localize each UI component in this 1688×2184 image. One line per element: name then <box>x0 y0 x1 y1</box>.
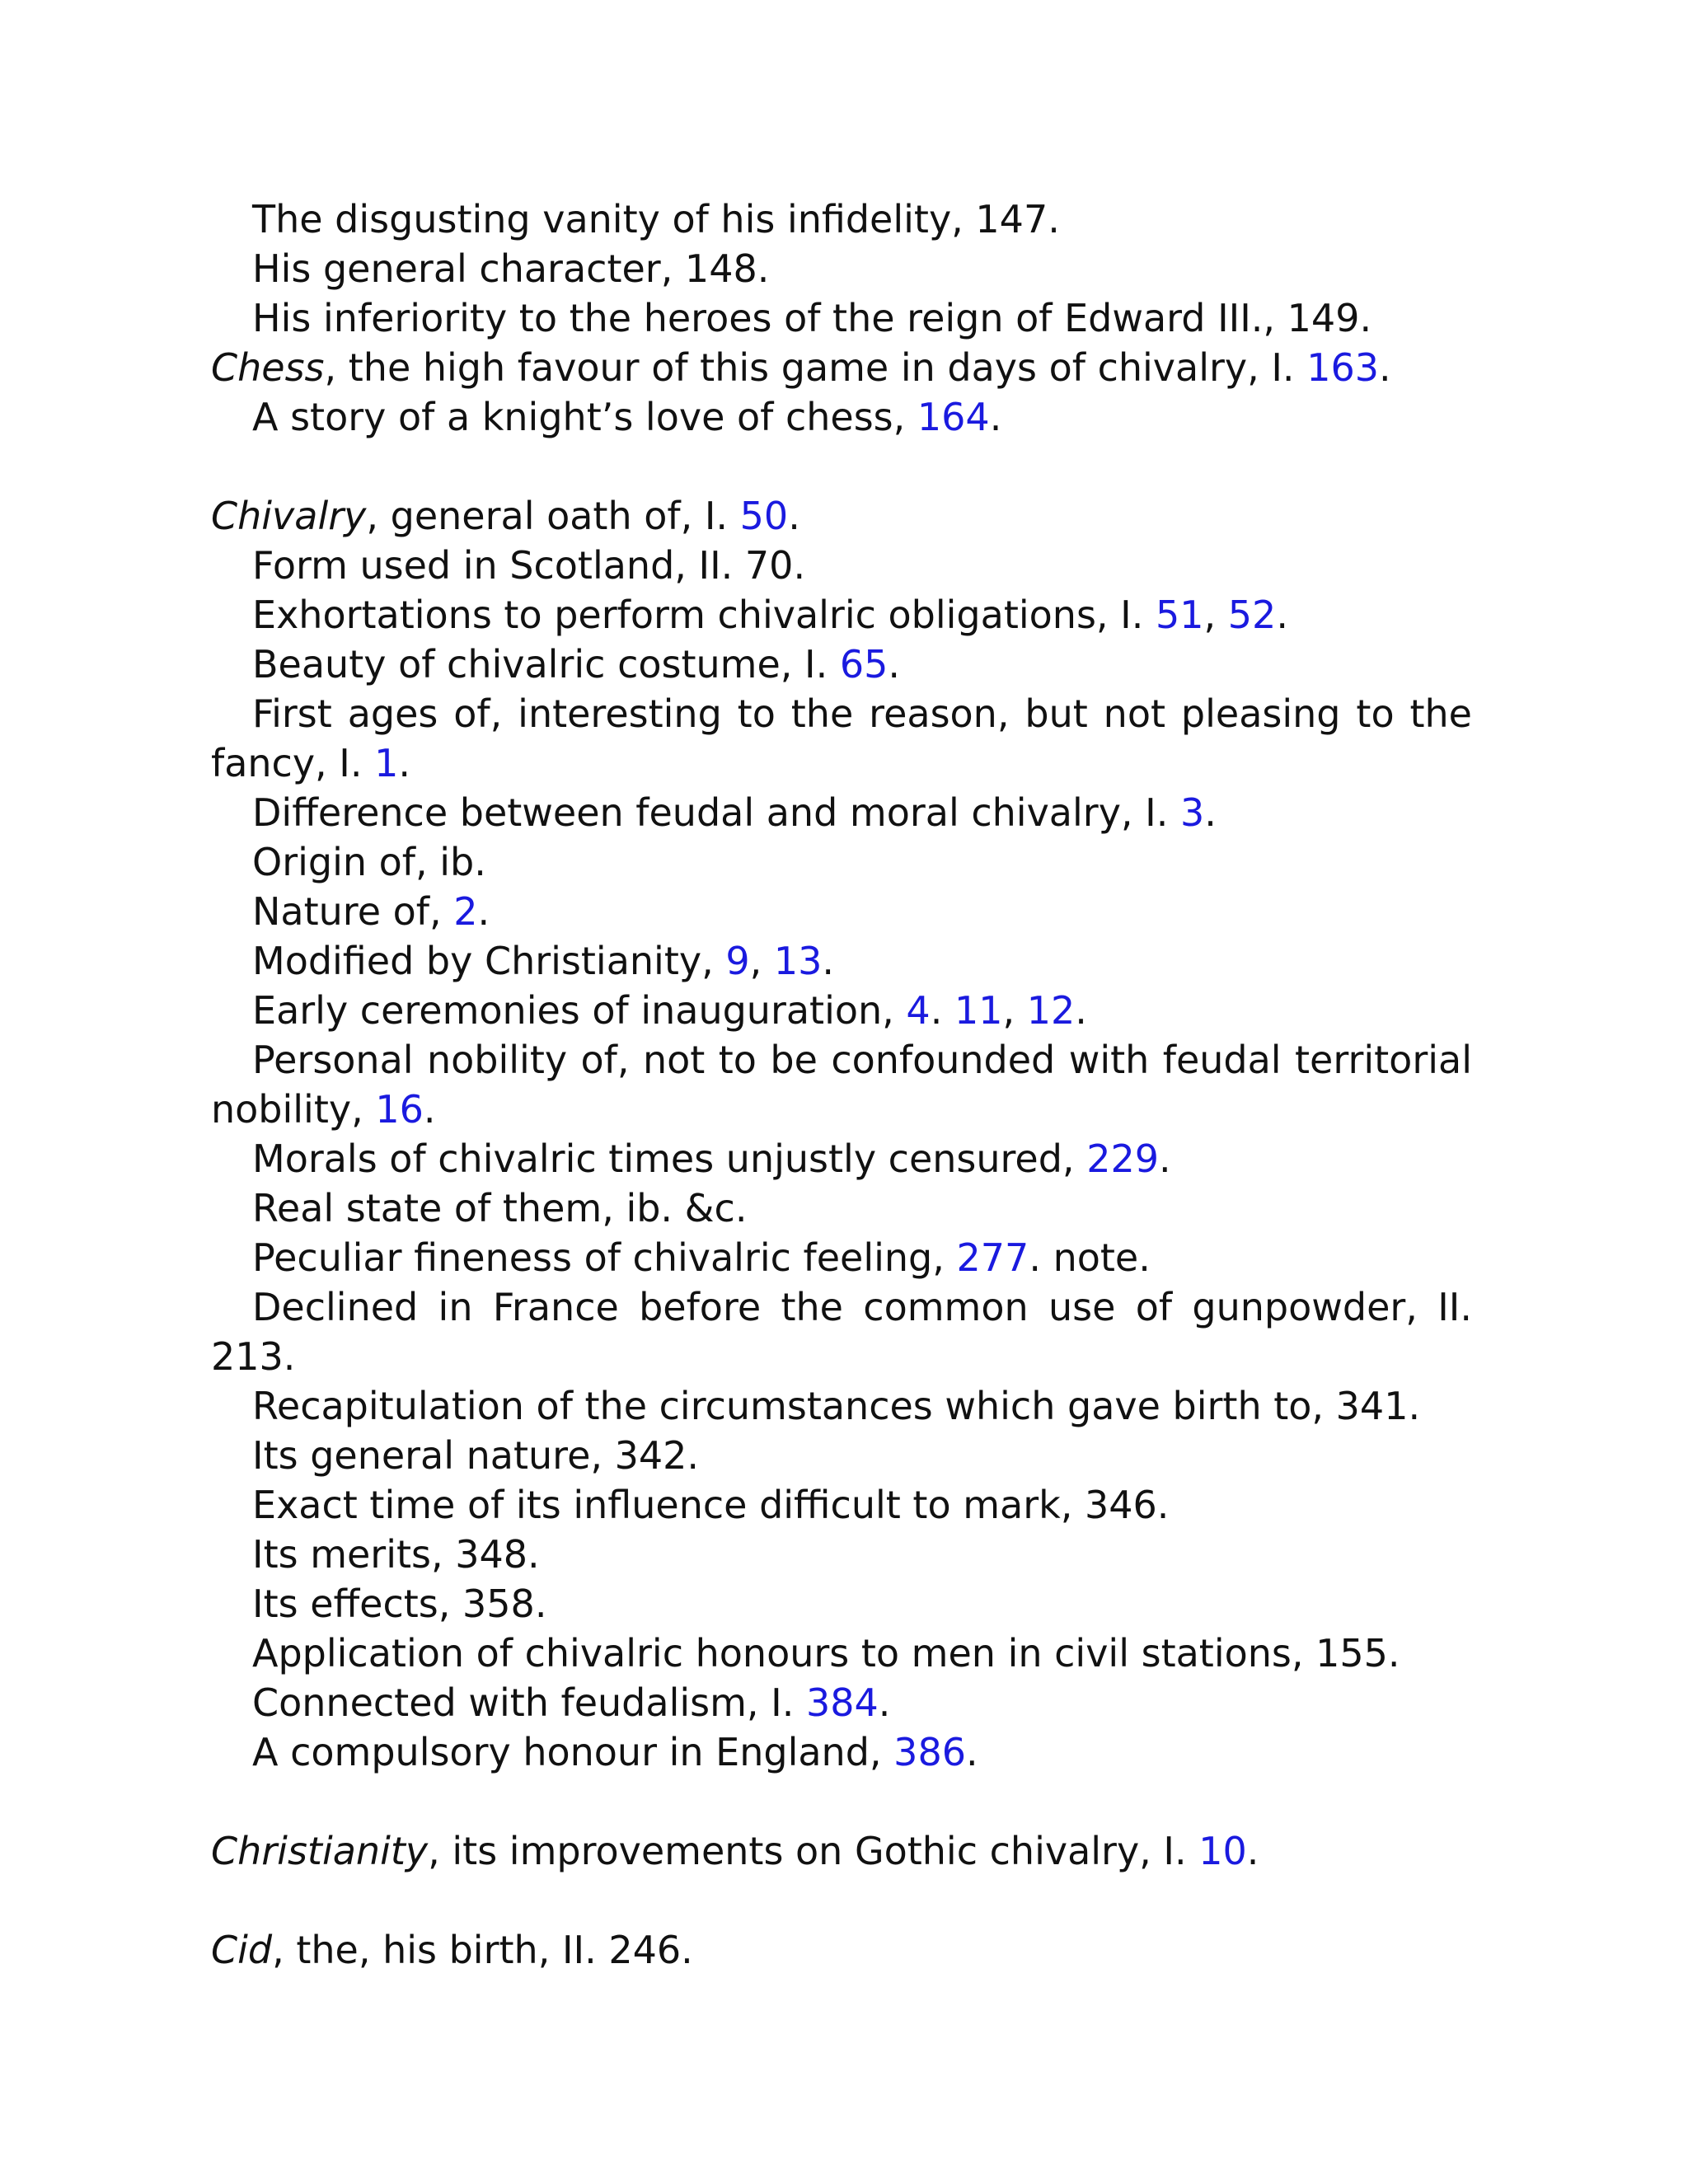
entry-term: Chess <box>211 345 325 390</box>
continued-entry <box>211 194 1472 343</box>
line-text: Its general nature, 342. <box>252 1433 700 1478</box>
subentry-line <box>211 1381 1472 1431</box>
line-text: Peculiar fineness of chivalric feeling, <box>252 1235 957 1280</box>
entry-term: Chivalry <box>211 494 367 538</box>
page-ref-link[interactable]: 9 <box>725 939 750 983</box>
index-page <box>211 194 1472 2024</box>
subentry-line <box>211 689 1472 788</box>
subentry-line <box>211 788 1472 837</box>
subentry-line <box>211 244 1472 293</box>
line-text: Early ceremonies of inauguration, <box>252 988 907 1033</box>
subentry-line <box>211 1727 1472 1777</box>
subentry-line <box>211 1035 1472 1134</box>
page-ref-link[interactable]: 3 <box>1179 790 1205 835</box>
page-ref-link[interactable]: 277 <box>956 1235 1029 1280</box>
page-ref-link[interactable]: 52 <box>1227 593 1277 637</box>
subentry-line <box>211 640 1472 689</box>
index-entry <box>211 343 1472 442</box>
page-ref-link[interactable]: 50 <box>739 494 789 538</box>
line-text: , the high favour of this game in days of chivalry, I. <box>324 345 1307 390</box>
subentry-line <box>211 1282 1472 1381</box>
subentry-line <box>211 1678 1472 1727</box>
line-text: . <box>1204 790 1217 835</box>
line-text: A compulsory honour in England, <box>252 1730 894 1774</box>
line-text: . <box>788 494 800 538</box>
entry-headline <box>211 491 1472 541</box>
line-text: . <box>1276 593 1288 637</box>
line-text: Recapitulation of the circumstances which gave birth to, 341. <box>252 1384 1421 1428</box>
index-entry <box>211 491 1472 1777</box>
page-ref-link[interactable]: 51 <box>1155 593 1204 637</box>
page-ref-link[interactable]: 13 <box>773 939 823 983</box>
entry-headline <box>211 343 1472 392</box>
line-text: . <box>1159 1137 1171 1181</box>
subentry-line <box>211 1134 1472 1183</box>
subentry-line <box>211 392 1472 442</box>
line-text: A story of a knight’s love of chess, <box>252 395 917 439</box>
index-entry <box>211 1925 1472 1975</box>
page-ref-link[interactable]: 163 <box>1306 345 1379 390</box>
subentry-line <box>211 837 1472 887</box>
line-text: His general character, 148. <box>252 246 770 291</box>
line-text: . <box>965 1730 978 1774</box>
line-text: The disgusting vanity of his infidelity, 147. <box>252 197 1060 241</box>
line-text: , its improvements on Gothic chivalry, I. <box>428 1829 1199 1873</box>
line-text: . <box>878 1680 891 1725</box>
line-text: , the, his birth, II. 246. <box>272 1928 693 1972</box>
subentry-line <box>211 541 1472 590</box>
page-ref-link[interactable]: 1 <box>374 741 399 785</box>
subentry-line <box>211 936 1472 986</box>
subentry-line <box>211 194 1472 244</box>
line-text: Beauty of chivalric costume, I. <box>252 642 840 687</box>
page-ref-link[interactable]: 2 <box>453 889 478 934</box>
line-text: His inferiority to the heroes of the reign of Edward III., 149. <box>252 296 1372 340</box>
subentry-line <box>211 986 1472 1035</box>
line-text: . <box>1379 345 1391 390</box>
line-text: Its effects, 358. <box>252 1582 547 1626</box>
page-ref-link[interactable]: 11 <box>954 988 1003 1033</box>
line-text: . <box>1075 988 1087 1033</box>
entry-term: Christianity <box>211 1829 429 1873</box>
page-ref-link[interactable]: 16 <box>375 1087 424 1132</box>
line-text: Nature of, <box>252 889 454 934</box>
subentry-line <box>211 1183 1472 1233</box>
line-text: . <box>822 939 835 983</box>
page-ref-link[interactable]: 65 <box>839 642 889 687</box>
line-text: . note. <box>1029 1235 1151 1280</box>
line-text: . <box>989 395 1002 439</box>
line-text: Difference between feudal and moral chivalry, I. <box>252 790 1180 835</box>
line-text: , general oath of, I. <box>366 494 740 538</box>
entry-headline <box>211 1925 1472 1975</box>
subentry-line <box>211 293 1472 343</box>
page-ref-link[interactable]: 12 <box>1026 988 1076 1033</box>
subentry-line <box>211 1431 1472 1480</box>
line-text: Exhortations to perform chivalric obligations, I. <box>252 593 1156 637</box>
line-text: . <box>398 741 411 785</box>
line-text: , <box>749 939 774 983</box>
line-text: Morals of chivalric times unjustly censured, <box>252 1137 1087 1181</box>
line-text: . <box>930 988 954 1033</box>
line-text: . <box>1246 1829 1259 1873</box>
line-text: Declined in France before the common use of gunpowder, II. 213. <box>211 1285 1472 1379</box>
line-text: . <box>423 1087 436 1132</box>
line-text: Personal nobility of, not to be confounded with feudal territorial nobility, <box>211 1038 1472 1132</box>
entry-headline <box>211 1826 1472 1876</box>
page-ref-link[interactable]: 10 <box>1198 1829 1247 1873</box>
subentry-line <box>211 1579 1472 1629</box>
entry-term: Cid <box>211 1928 273 1972</box>
line-text: , <box>1203 593 1228 637</box>
line-text: Application of chivalric honours to men in civil stations, 155. <box>252 1631 1400 1675</box>
page-ref-link[interactable]: 229 <box>1086 1137 1159 1181</box>
line-text: Its merits, 348. <box>252 1532 540 1577</box>
page-ref-link[interactable]: 384 <box>805 1680 879 1725</box>
subentry-line <box>211 590 1472 640</box>
line-text: Modified by Christianity, <box>252 939 726 983</box>
line-text: First ages of, interesting to the reason, but not pleasing to the fancy, I. <box>211 691 1472 785</box>
line-text: . <box>477 889 490 934</box>
line-text: Form used in Scotland, II. 70. <box>252 543 806 588</box>
index-entry <box>211 1826 1472 1876</box>
line-text: Connected with feudalism, I. <box>252 1680 806 1725</box>
subentry-line <box>211 1233 1472 1282</box>
page-ref-link[interactable]: 164 <box>917 395 990 439</box>
subentry-line <box>211 887 1472 936</box>
subentry-line <box>211 1480 1472 1530</box>
line-text: . <box>888 642 900 687</box>
subentry-line <box>211 1530 1472 1579</box>
line-text: Real state of them, ib. &c. <box>252 1186 748 1230</box>
page-ref-link[interactable]: 386 <box>893 1730 966 1774</box>
index-entries <box>211 343 1472 1975</box>
subentry-line <box>211 1629 1472 1678</box>
page-ref-link[interactable]: 4 <box>906 988 931 1033</box>
line-text: Exact time of its influence difficult to mark, 346. <box>252 1483 1170 1527</box>
line-text: , <box>1002 988 1027 1033</box>
line-text: Origin of, ib. <box>252 840 486 884</box>
